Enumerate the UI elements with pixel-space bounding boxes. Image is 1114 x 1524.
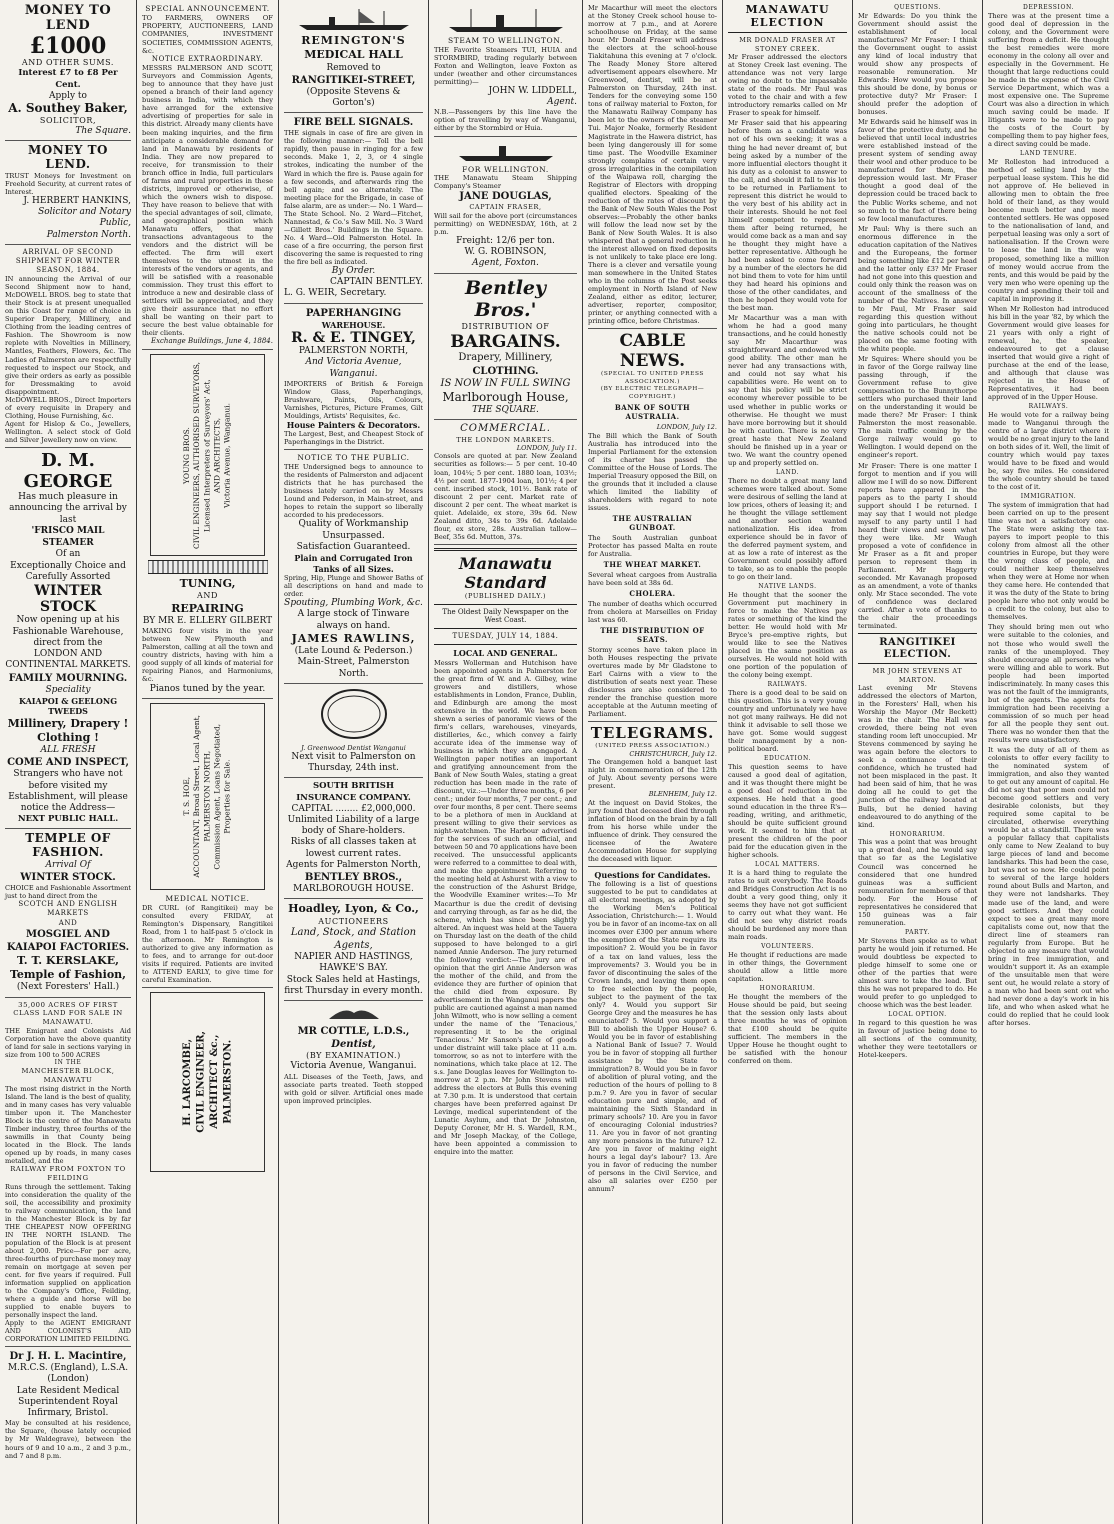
- article-subhead: RAILWAYS.: [1028, 403, 1069, 411]
- ad-repairing: REPAIRING: [171, 601, 244, 615]
- card-text: H. LARCOMBE, CIVIL ENGINEER, ARCHITECT &c., PALMERSTON.: [181, 1030, 233, 1133]
- column-3: [279, 0, 429, 1524]
- ad-freight: Freight: 12/6 per ton.: [456, 235, 555, 246]
- article-subhead: HONORARIUM.: [889, 830, 946, 838]
- ad-headline: PAPERHANGING: [305, 307, 402, 319]
- ad-text: Next visit to Palmerston on Thursday, 24th inst.: [291, 751, 416, 774]
- ad-house: Marlborough House,: [442, 390, 569, 405]
- paperhanging-ad: [284, 307, 423, 451]
- steam-wellington-ad: [434, 7, 577, 137]
- ad-swing: IS NOW IN FULL SWING: [440, 377, 571, 389]
- ad-exam: (BY EXAMINATION.): [306, 1051, 401, 1061]
- ad-place: NAPIER AND HASTINGS, HAWKE'S BAY.: [294, 952, 413, 974]
- article-paragraph: He would vote for a railway being made to Wanganui through the centre of a large district where it would be no great injury to the land on both sides of it. Well, the limit of country which would pay taxes would have to be fixed and would be, say five miles. He considered the whole country should be taxed to the cost of it.: [988, 410, 1109, 492]
- ad-name: MR COTTLE, L.D.S.,: [297, 1026, 410, 1038]
- public-notice-ad: [284, 453, 423, 683]
- article-paragraph: Mr Squires: Where should you be in favor of the Gorge railway line passing through, if the Government refuse to give compensation to the Bunnythorpe settlers who purchased their land on the understanding it would be made there? Mr Fraser: I think Palmerston the most reasonable. The main traffic coming by the Gorge railway would go to Wellington. I would depend on the engineer's report.: [858, 355, 977, 460]
- section-text: The following is a list of questions suggested to be put to candidates at all electoral meetings, as adopted by the Working Men's Political Association, Christchurch:— 1. Would you be in favor of an income-tax on all incomes over £300 per annum where the exemption of the State require its imposition? 2. Would you be in favor of a tax on land values, less the improvements? 3. Would you be in favor of discontinuing the sales of the Crown lands, and leaving them open to free selection by the people, subject to the payment of the tax only? 4. Would you support Sir George Grey and the measures he has enunciated? 5. Would you support a Bill to abolish the Upper House? 6. Would you be in favor of establishing a National Bank of Issue? 7. Would you be in favor of stopping all further assistance by the State to immigration? 8. Would you be in favor of abolition of plural voting, and the reduction of the hours of polling to 8 p.m.? 9. Are you in favor of secular education pure and simple, and of maintaining the Sixth Standard in primary schools? 10. Are you in favor of encouraging Colonial industries? 11. Are you in favor of not granting any more pensions in the future? 12. Are you in favor of making eight hours a legal day's labour? 13. Are you in favor of reducing the number of persons in the Civil Service, and also all salaries over £250 per annum?: [588, 880, 717, 1194]
- special-announcement-ad: [142, 4, 273, 350]
- ad-speciality: Speciality: [45, 684, 91, 695]
- ad-agent: Apply to the AGENT EMIGRANT AND COLONIST'S AID CORPORATION LIMITED FEILDING.: [5, 1319, 131, 1344]
- article-subhead: NATIVE LANDS.: [758, 582, 817, 590]
- article-sub: MR DONALD FRASER AT STONEY CREEK.: [739, 36, 836, 53]
- questions-section: [588, 870, 717, 1197]
- ad-name: D. M. GEORGE: [23, 449, 113, 492]
- steamer-icon: [441, 7, 571, 33]
- ad-railway: RAILWAY FROM FOXTON TO FEILDING: [10, 1164, 126, 1182]
- article-paragraph: The system of immigration that had been carried on up to the present time was not a satisfactory one. The State were asking the tax-payers to import people to this colony from almost all the other countries in Europe, but they were the wrong class of people, and could neither keep themselves when they were at Home nor when they came here. He contended that it was the duty of the State to bring people here who not only would be a credit to the colony, but also to themselves.: [988, 500, 1109, 622]
- ad-text: ALL Diseases of the Teeth, Jaws, and associate parts treated. Teeth stopped with gold or silver. Artificial ones made upon improved principles.: [284, 1072, 423, 1105]
- column-1: [0, 0, 137, 1524]
- ad-headline: 35,000 ACRES OF FIRST CLASS LAND FOR SALE IN MANAWATU.: [13, 1000, 123, 1027]
- fire-bell-notice: [284, 116, 423, 303]
- article-subhead: RAILWAYS.: [767, 681, 808, 689]
- masthead: Manawatu Standard: [458, 553, 553, 592]
- ad-address: NEXT PUBLIC HALL.: [17, 814, 119, 825]
- article-subhead: HONORARIUM.: [759, 985, 816, 993]
- ad-sub: TO FARMERS, OWNERS OF PROPERTY, AUCTIONEERS, LAND COMPANIES, INVESTMENT SOCIETIES, COMMISSION AGENTS, &c.: [142, 13, 273, 55]
- piano-keys-icon: [148, 560, 268, 574]
- ad-come: COME AND INSPECT,: [7, 757, 129, 769]
- ad-title: Dentist,: [331, 1039, 376, 1051]
- ad-name: TEMPLE OF FASHION.: [25, 831, 111, 860]
- ad-house: House Painters & Decorators.: [286, 420, 421, 431]
- article-paragraph: Mr Fraser said that his appearing before them as a candidate was not of his own seeking; it was a thing he had never dreamt of, but being asked by a number of the more influential electors thought it his duty as a colonist to answer to the call, and should it fall to his lot to be returned in Parliament to represent this district he would to the very best of his ability act in their interests. Should he not feel himself competent to represent them after being returned, he would come back as a man and say he thought they might have a better representative. Although he had been asked to come forward by a number of the electors he did not bind them to vote for him until they had heard his opinions and those of the other candidates, and then he hoped they would vote for the best man.: [728, 119, 847, 313]
- larcombe-card: [150, 992, 265, 1172]
- ad-addr: (Next Foresters' Hall.): [16, 982, 120, 993]
- article-paragraph: There was at the present time a good deal of depression in the colony, and the Government were suffering from a deficit. He thought the best remedies were more economy in the colony all over and especially in the Government. He thought that large reductions could be made in the expense of the Civil Service Department, which was a most expensive one. The Supreme Court was also a direction in which much saving could be made. If litigants were to be made to pay the costs of the Court by compelling them to pay higher fees, a direct saving could be made.: [988, 11, 1109, 149]
- dentist-stamp: [284, 687, 423, 741]
- article-paragraph: Last evening Mr Stevens addressed the electors of Marton, in the Foresters' Hall, when his Worship the Mayor (Mr Beckett) was in the chair. The Hall was crowded, there being not even standing room left unoccupied. Mr Stevens commenced by saying he was again before the electors to seek a continuance of their confidence, which he trusted had not been misplaced in the past. It had been said of him, that he was doing all he could to get the junction of the railway located at Bulls, but he denied having endeavoured to do anything of the kind.: [858, 684, 977, 829]
- ad-text: Stock Sales held at Hastings, first Thursday in every month.: [284, 974, 423, 996]
- ad-headline: FOR WELLINGTON.: [462, 164, 549, 174]
- telegrams-section: [588, 725, 717, 866]
- item-text: The Bill which the Bank of South Australia has introduced into the Imperial Parliament for the extension of its charter has passed the Committee of the House of Lords. The Imperial Treasury opposed the Bill, on the grounds that it included a clause which limited the liability of shareholders with regard to note issues.: [588, 431, 717, 512]
- ad-line: Has much pleasure in announcing the arrival by last: [9, 492, 127, 525]
- ad-headline: TUNING,: [179, 577, 236, 591]
- article-paragraph: There no doubt a great many land schemes were talked about. Some were desirous of selling the land at low prices, others of leasing it; and he thought the village settlement and another section wanted nationalization. His idea from experience should be in favor of the deferred payment system, and at as low a rate of interest as the Government could possibly afford to take, so as to enable the people to go on their land.: [728, 476, 847, 581]
- ad-footer: McDOWELL BROS., Direct Importers of every requisite in Drapery and Clothing, House Furnishing, &c.: [5, 395, 131, 420]
- ad-name: Hoadley, Lyon, & Co.,: [288, 902, 419, 916]
- article-paragraph: Mr Macarthur was a man with whom he had a good many transactions, and he could honestly say Mr Macarthur was straightforward and endowed with good ability. The other man he never had any transactions with, and could not say what his capabilities were. He went on to say that his policy will be strict economy wherever possible to be used whether in public works or otherwise. He thought we must have more borrowing but it should be with caution. There is no very great haste that New Zealand should be finished up in a year or two. We want the country opened up and properly settled on.: [728, 314, 847, 467]
- ad-spout: Spouting, Plumbing Work, &c.: [284, 598, 423, 609]
- ad-opp: (Opposite Stevens & Gorton's): [306, 86, 401, 109]
- hoadley-ad: [284, 902, 423, 1001]
- ad-street: RANGITIKEI-STREET,: [291, 74, 416, 86]
- ad-auct: AUCTIONEERS: [318, 916, 389, 926]
- ad-captain: CAPTAIN BENTLEY.: [330, 277, 423, 288]
- ad-subline: AND OTHER SUMS.: [21, 58, 115, 68]
- section-headline: COMMERCIAL.: [460, 423, 551, 435]
- ad-text: THE Favorite Steamers TUI, HUIA and STORMBIRD, trading regularly between Foxton and Wellington, leave Foxton as under (weather and other circumstances permitting)—: [434, 45, 577, 86]
- piano-cut: [142, 560, 273, 574]
- ad-notice: NOTICE EXTRAORDINARY.: [151, 55, 264, 64]
- ad-text: Spring, Hip, Plunge and Shower Baths of all descriptions on hand and made to order.: [284, 573, 423, 599]
- article-paragraph: He thought that the sooner the Government put machinery in force to make the Natives pay rates or something of the kind the better. He would hold with Mr Bryce's pre-emptive rights, but would like to see the Natives placed in the same position as ourselves. He would not hold with one portion of the population of the colony being exempt.: [728, 590, 847, 680]
- item-headline: THE AUSTRALIAN GUNBOAT.: [612, 513, 693, 532]
- ad-line: Strangers who have not before visited my Establishment, will please notice the Address—: [8, 769, 128, 814]
- article-subhead: QUESTIONS.: [894, 4, 941, 11]
- ad-text: Unlimited Liability of a large body of Share-holders.: [287, 814, 420, 837]
- ad-name: W. G. ROBINSON,: [464, 247, 547, 258]
- ad-order: By Order.: [331, 265, 376, 276]
- emblem-icon: [324, 1004, 384, 1022]
- dateline: CHRISTCHURCH, July 12.: [629, 750, 717, 759]
- winter-shipment-ad: [5, 248, 131, 448]
- ad-text: MESSRS PALMERSON AND SCOTT, Surveyors and Commission Agents, beg to announce that they have just opened a branch of their land agency business in India, with which they have arranged for the extensive advertising of properties for sale in this district. Already many clients have been making inquiries, and the firm anticipate a considerable demand for land in Manawatu by residents of India. They are now prepared to receive, for transmission to their branch office in India, full particulars of farms and rural properties in these districts, improved or otherwise, of which the owners wish to dispose. They have reason to believe that with the special advantages of soil, climate, and geographical position which Manawatu offers, that many transactions advantageous to the vendors and the district will be effected. The firm will exert themselves to the utmost in the interests of the vendors or agents, and will be satisfied with a reasonable commission. They trust this effort to introduce a new and desirable class of settlers will be appreciated, and they give their assurance that no effort shall be wanting on their part to secure the best value obtainable for their clients.: [142, 64, 273, 338]
- ad-and: AND: [197, 591, 218, 601]
- item-text: The number of deaths which occurred from cholera at Marseilles on Friday last was 60.: [588, 600, 717, 625]
- ad-line: Of an: [55, 549, 81, 560]
- ship-icon: [289, 7, 419, 31]
- ad-text: CHOICE and Fashionable Assortment just to hand direct from the: [5, 884, 131, 901]
- steamer-cut-2: [434, 140, 577, 162]
- ad-place: Temple of Fashion,: [9, 967, 127, 981]
- ad-nb: N.B.—Passengers by this line have the option of travelling by way of Wanganui, either by the Stormbird or Huia.: [434, 108, 577, 133]
- ad-title: Solicitor and Notary Public,: [38, 207, 131, 229]
- article-sub: MR JOHN STEVENS AT MARTON.: [872, 667, 963, 684]
- commercial-section: [434, 423, 577, 544]
- article-subhead: LAND.: [775, 468, 800, 476]
- ad-iron: Plain and Corrugated Iron Tanks of all Sizes.: [294, 553, 413, 574]
- ad-headline: SOUTH BRITISH INSURANCE COMPANY.: [296, 781, 411, 803]
- ad-agent: Agent for Hislop & Co., Jewellers, Wellington. A select stock of Gold and Silver Jewellery now on view.: [5, 419, 131, 444]
- article-paragraph: It was the duty of all of them as colonists to offer every facility to the nominated system of immigration, and also they wanted to get out any amount of capital. He did not say that poor men could not become good settlers and very desirable colonists, but they required some capital to be circulated, otherwise everything would be at a standstill. There was a popular fallacy that capitalists only came to New Zealand to buy large pieces of land and become landsharks. This had been the case, but was not so now. He could point to several of the large holders round about Bulls and Marton, and they were not landsharks. They made use of the land, and were good settlers. And they could expect to see a great many more capitalists come out, now that the direct line of steamers ran regularly from Europe. But he objected to any measure that would bring in free immigration, and wouldn't support it. As an example of the unsuitable men that were sent out, he would relate a story of a man who had been sent out who had never done a day's work in his life, and who when asked what he could do replied that he could look after horses.: [988, 745, 1109, 1027]
- divider: [858, 633, 977, 634]
- ad-land: Land, Stock, and Station Agents,: [290, 927, 417, 951]
- ad-text: May be consulted at his residence, the Square, (house lately occupied by Mr Waldegrave), between the hours of 9 and 10 a.m., 2 and 3 p.m., and 7 and 8 p.m.: [5, 1419, 131, 1460]
- ad-and: AND: [58, 918, 78, 927]
- masthead-pub: (PUBLISHED DAILY.): [464, 592, 547, 601]
- ad-addr: Main-Street, Palmerston North.: [297, 657, 410, 679]
- ad-warehouse: WAREHOUSE.: [321, 319, 386, 330]
- ad-sat: Satisfaction Guaranteed.: [296, 541, 411, 552]
- section-headline: Questions for Candidates.: [594, 869, 711, 880]
- article-paragraph: Mr Fraser: There is one matter I forgot to mention and if you will allow me I will do so now. Different reports have appeared in the papers as to the party I should support should I be returned. I may say that I would not pledge myself to any party until I had heard their views and seen what they were like. Mr Waugh proposed a vote of confidence in Mr Fraser as a fit and proper person to represent them in Parliament. Mr Haggerty seconded. Mr Kavanagh proposed as an amendment, a vote of thanks only. Mr Stace seconded. The vote of confidence was declared carried. After a vote of thanks to the chair the proceedings terminated.: [858, 461, 977, 631]
- ad-address: The Square.: [75, 125, 131, 136]
- ad-stock: WINTER STOCK: [34, 583, 102, 616]
- ad-text: THE signals in case of fire are given in the following manner:— Toll the bell rapidly, then pause in ringing for a few seconds. Make 1, 2, 3, or 4 single strokes, indicating the number of the Ward in which the fire is. Pause again for a few seconds, and afterwards ring the bell again; and so alternately. The meeting place for the Brigade, in case of false alarm, are as under:— No. 1 Ward—The State School. No. 2 Ward—Fitchet, Nannestad, & Co.'s Saw Mill. No. 3 Ward—Gillett Bros.' Buildings in the Square. No. 4 Ward—Old Palmerston Hotel. In case of a fire occurring, the person first discovering the same is requested to ring the fire bell as indicated.: [284, 129, 423, 266]
- article-paragraph: In regard to this question he was in favour of justice being done to all sections of the community, whether they were teetotallers or Hotel-keepers.: [858, 1018, 977, 1059]
- ad-factories: MOSGIEL AND KAIAPOI FACTORIES.: [6, 928, 130, 953]
- article-paragraph: This question seems to have caused a good deal of agitation, and it was thought there might be a good deal of reduction in the expenses. He held that a good sound education in the three R's—reading, writing, and arithmetic, should be quite sufficient ground work. It seemed to him that at present the children of the poor paid for the education given in the higher schools.: [728, 762, 847, 860]
- column-5: [583, 0, 723, 1524]
- bentley-bargains-ad: [434, 277, 577, 421]
- ad-line: Exceptionally Choice and Carefully Assorted: [10, 560, 126, 582]
- ad-ship: 'FRISCO MAIL STEAMER: [31, 525, 105, 548]
- ad-text: TRUST Moneys for Investment on Freehold Security, at current rates of Interest.: [5, 171, 131, 196]
- ad-text: The Largest, Best, and Cheapest Stock of Paperhangings in the District.: [284, 430, 423, 447]
- ad-fresh: ALL FRESH: [40, 745, 96, 756]
- ad-addr: Victoria Avenue, Wanganui.: [290, 1061, 417, 1072]
- ad-place: PALMERSTON NORTH,: [298, 346, 409, 357]
- article-paragraph: It is a hard thing to regulate the rates to suit everybody. The Roads and Bridges Construction Act is no doubt a very good thing, only it seems they have not got sufficient to carry out what they want. He did not see why district roads should be burdened any more than main roads.: [728, 869, 847, 942]
- article-paragraph: Mr Paul: Why is there such an enormous difference in the education capitation of the Natives and the Europeans, the former being something like £12 per head and the latter only £3? Mr Fraser had not gone into this question and could only think the reason was on account of the smallness of the number of the Natives. In answer to Mr Paul, Mr Fraser said regarding this question without going into particulars, he thought the native schools could not be placed on the same footing with the white people.: [858, 224, 977, 354]
- ad-name: Bentley Bros.': [464, 276, 547, 322]
- ad-mourning: FAMILY MOURNING.: [8, 672, 128, 684]
- item-text: The Orangemen hold a banquet last night in commemoration of the 12th of July. About seventy persons were present.: [588, 758, 717, 791]
- ad-stock: WINTER STOCK.: [20, 872, 116, 884]
- ad-and: And Victoria Avenue, Wanganui.: [305, 357, 402, 379]
- divider: [434, 604, 577, 605]
- article-paragraph: When Mr Rolleston had introduced his bill in the year '82, by which the Government would give leases for 21 years with only a right of renewal, he, the speaker, endeavoured to get a clause inserted that would give a right of purchase at the end of the lease, and although that clause was rejected in the House of Representatives, it had been approved of in the Upper House.: [988, 304, 1109, 402]
- article-headline: RANGITIKEI ELECTION.: [879, 637, 956, 660]
- ad-quality: Quality of Workmanship Unsurpassed.: [298, 519, 409, 541]
- ad-name: R. & E. TINGEY,: [291, 330, 416, 347]
- article-subhead: EDUCATION.: [764, 755, 811, 763]
- young-bros-card: [150, 354, 265, 556]
- cottle-ad: [284, 1004, 423, 1108]
- ad-text: THE Undersigned begs to announce to the residents of Palmerston and adjacent districts that he has purchased the business lately carried on by Messrs Lound and Pederson, in Main-street, and hopes to retain the support so liberally accorded to his predecessors.: [284, 463, 423, 520]
- ad-bargains: BARGAINS.: [450, 331, 561, 352]
- item-headline: CHOLERA.: [629, 589, 676, 599]
- column-7: [853, 0, 983, 1524]
- ad-amount: £1000: [29, 32, 107, 59]
- land-sale-ad: [5, 1001, 131, 1348]
- card-text: T. S. HOE, ACCOUNTANT, Broad Street, Local Agent, PALMERSTON NORTH, Commission Agent, Loans Negotiated, Properties for Sale.: [182, 714, 232, 878]
- section-headline: LOCAL AND GENERAL.: [453, 648, 558, 659]
- ad-headline: ARRIVAL OF SECOND SHIPMENT FOR WINTER SEASON, 1884.: [15, 247, 121, 275]
- ad-text: Will sail for the above port (circumstances permitting) on WEDNESDAY, 16th, at 2 p.m.: [434, 211, 577, 236]
- insurance-ad: [284, 781, 423, 899]
- article-headline: MANAWATU ELECTION: [745, 3, 830, 29]
- ad-text: Runs through the settlement. Taking into consideration the quality of the soil, the accessibility and proximity to railway communication, the land in the Manchester Block is by far THE CHEAPEST NOW OFFERING IN THE NORTH ISLAND. The population of the Block is at present about 2,000. Price—For per acre, three-fourths of purchase money may remain on mortgage at seven per cent. for five years if required. Full information supplied on application to the Company's Office, Feilding, where a guide and horse will be supplied to enable buyers to personally inspect the land.: [5, 1182, 131, 1320]
- ad-square: THE SQUARE.: [472, 405, 539, 416]
- ad-agent: Agent.: [547, 97, 577, 108]
- money-to-lend-ad-2: [5, 144, 131, 245]
- ad-tinware: A large stock of Tinware always on hand.: [297, 609, 410, 631]
- ad-headline: STEAM TO WELLINGTON.: [448, 36, 563, 45]
- article-subhead: PARTY.: [905, 928, 930, 936]
- ad-name: J. HERBERT HANKINS,: [23, 195, 131, 206]
- dateline: BLENHEIM, July 12.: [648, 790, 717, 799]
- ad-capital: CAPITAL ........ £2,000,000.: [291, 803, 416, 814]
- jane-douglas-ad: [434, 140, 577, 274]
- divider: [728, 32, 847, 33]
- ad-bldg: MARLBOROUGH HOUSE.: [293, 884, 414, 895]
- section-text: Messrs Wollerman and Hutchison have been appointed agents in Palmerston for the great firm of W. and A. Gilbey, wine growers and distillers, whose establishments in London, France, Dublin, and Edinburgh are among the most extensive in the world. We have been shewn a series of panoramic views of the firm's cellars, warehouses, vineyards, distilleries, &c., which convey a fairly accurate idea of the immense way of business in which they are engaged. A Wellington paper notifies an important and gratifying announcement from the Bank of New South Wales, stating a great reduction has been made in the rate of discount, viz.:—Under three months, 6 per cent.; under four months, 7 per cent.; and over four months, 8 per cent. There seems to be a plethora of men in Auckland at present willing to give their services as night-watchmen. The Harbour advertised for the services of such an official, and between 50 and 70 applications have been received. The unsuccessful applicants were referred to a committee to deal with, and make the appointment. Referring to the meeting held at Ashurst with a view to the construction of the Ashurst Bridge, the Woodville Examiner writes:—To Mr Macarthur is due the credit of devising and carrying through, as far as he did, the scheme, which has since been slightly altered. An inquest was held at the Tauera on Thursday last on the death of the child supposed to have belonged to a girl named Annie Anderson. The jury returned the following verdict:—The jury are of opinion that the girl Annie Anderson was the mother of the child, and from the evidence they are further of opinion that the child died from exposure. By advertisement in the Wanganui papers the public are cautioned against a man named John Wilmott, who is now selling a cement under the name of the 'Tenacious,' representing it to be the original 'Tenacious.' Mr Sanson's sale of goods under distraint will take place at 11 a.m. tomorrow, so as not to interfere with the nominations, which take place at 12. The s.s. Jane Douglas leaves for Wellington to-morrow at 2 p.m. Mr John Stevens will address the electors at Bulls this evening at 7.30 p.m. It is understood that certain charges have been preferred against Dr Levinge, medical superintendent of the Lunatic Asylum, and that Dr Johnston, Deputy Coroner, Mr H. S. Wardell, R.M., and Mr Joseph Mackay, of the College, have been appointed a commission to enquire into the matter.: [434, 658, 577, 1157]
- article-paragraph: This was a point that was brought up a great deal, and he would say that so far as the Legislative Council was concerned he considered that one hundred guineas was a sufficient remuneration for members of that body. For the House of representatives he considered that 150 guineas was a fair remuneration.: [858, 838, 977, 927]
- issue-date: TUESDAY, JULY 14, 1884.: [452, 632, 559, 641]
- column-4: [429, 0, 583, 1524]
- article-paragraph: Mr Rolleston had introduced a method of selling land by the perpetual lease system. This he did not approve of. He believed in allowing men to obtain the free hold of their land, as they would become much better and more contented settlers. He was opposed to the nationalisation of land, and perpetual leasing was only a sort of nationalisation. If the Crown were to lease the land in the way proposed, something like a million of money would accrue from the rents, and this would be paid by the very men who were opening up the country and spending their toil and capital in improving it.: [988, 158, 1109, 303]
- ad-headline: SPECIAL ANNOUNCEMENT.: [145, 4, 270, 13]
- ad-text: THE Manawatu Steam Shipping Company's Steamer: [434, 174, 577, 191]
- ad-pianos: Pianos tuned by the year.: [149, 683, 266, 694]
- article-paragraph: Mr Edwards said he himself was in favor of the protective duty, and he believed that until local industries were established instead of the present system of sending away their wool and other produce to be manufactured for them, the depression would last. Mr Fraser thought a good deal of the depression could be traced back to the Public Works scheme, and not so much to the fact of there being so few local manufactures.: [858, 118, 977, 223]
- doctor-ad: [5, 1350, 131, 1462]
- ad-late: Late Resident Medical Superintendent Royal Infirmary, Bristol.: [16, 1385, 120, 1419]
- ad-late: (Late Lound & Pederson.): [294, 646, 413, 657]
- article-paragraph: Mr Stevens then spoke as to what party he would join if returned. He would doubtless be expected to pledge himself to some one or other of the parties that were almost sure to take the lead. But this he was not prepared to do. He would prefer to go unpledged to choose which was the best leader.: [858, 936, 977, 1009]
- ad-interest: Interest £7 to £8 Per Cent.: [18, 68, 118, 90]
- ad-captain: CAPTAIN FRASER,: [469, 203, 542, 212]
- tuning-ad: [142, 560, 273, 699]
- ad-arrival: Arrival Of: [45, 860, 91, 871]
- ad-quals: M.R.C.S. (England), L.S.A. (London): [7, 1363, 129, 1385]
- masthead-oldest: The Oldest Daily Newspaper on the West Coast.: [442, 607, 569, 625]
- ad-text: Risks of all classes taken at lowest current rates.: [290, 837, 417, 859]
- ad-owner: T. T. KERSLAKE,: [17, 953, 119, 967]
- ad-sec: L. G. WEIR, Secretary.: [284, 288, 387, 299]
- item-text: The South Australian gunboat Protector has passed Malta en route for Australia.: [588, 533, 717, 558]
- section-text: Mr Macarthur will meet the electors at the Stoney Creek school house to-morrow at 7 p.m., and at Aorere schoolhouse on Friday, at the same hour. Mr Donald Fraser will address the electors at the school-house Tiakitahuna this evening at 7 o'clock. The Ready Money Store altered advertisement appears elsewhere. Mr Greenwood, dentist, will be at Palmerston on Thursday, 24th inst. Tenders for the conveying some 150 tons of railway material to Foxton, for the Manawatu Railway Company has been let to the owners of the steamer Tui. Major Noake, formerly Resident Magistrate in the Hawera district, has been lying dangerously ill for some time past. The Woodville Examiner strongly complains of certain very gross irregularities in the compilation of the Waipawa roll, charging the Registrar of Electors with dropping qualified electors. Speaking of the reduction of the rates of discount by the Bank of New South Wales the Post observes:—Probably the other banks will follow the lead now set by the Bank of New South Wales. It is also whispered that a general reduction in the interest allowed on fixed deposits is not unlikely to take place ere long. There is a clever and versatile young man somewhere in the United States who in the columns of the Post seeks employment in North Island of New Zealand, either as editor, lecturer, advertiser, reporter, compositor, printer, or anything connected with a printing office, before Christmas.: [588, 4, 717, 326]
- steamer-cut: [434, 7, 577, 33]
- ad-name: A. Southey Baker,: [8, 100, 128, 115]
- item-text: Stormy scenes have taken place in both Houses respecting the private overtures made by Mr Gladstone to Earl Cairns with a view to the distribution of seats next year. These disclosures are also considered to render the franchise question more acceptable at the Autumn meeting of Parliament.: [588, 646, 717, 719]
- ad-name: REMINGTON'S: [301, 34, 406, 47]
- local-news-continued: [588, 4, 717, 329]
- medical-notice-ad: [142, 894, 273, 988]
- hoe-card: [150, 703, 265, 890]
- ad-agents: Agents for Palmerston North,: [286, 859, 421, 870]
- card-text: YOUNG BROS. CIVIL ENGINEERS, AUTHORISED SURVEYORS, Licensed Interpreters of Surveyors' Act, AND ARCHITECTS, Victoria Avenue, Wanganui.: [182, 361, 232, 549]
- ad-clothing: CLOTHING.: [472, 365, 539, 377]
- column-8: [983, 0, 1114, 1524]
- article-subhead: VOLUNTEERS.: [761, 943, 814, 951]
- ad-headline: MONEY TO LEND: [24, 3, 112, 33]
- ad-title: SOLICITOR,: [39, 115, 97, 125]
- stamp-text: J. Greenwood Dentist Wanganui: [301, 743, 406, 752]
- divider: [434, 628, 577, 629]
- standard-masthead-block: [434, 548, 577, 1157]
- cable-news-section: [588, 332, 717, 722]
- article-paragraph: They should bring men out who were suitable to the colonies, and not those who would swell the ranks of the unemployed. They should encourage all persons who were willing and able to work. But people had been imported indiscriminately. In many cases this was not the fault of the immigrants, but of the agents. The agents for immigration had been receiving a commission of so much per head for all the people they sent out. There was no wonder then that the results were unsatisfactory.: [988, 623, 1109, 744]
- horse-cut: [284, 1004, 423, 1022]
- ad-millinery: Millinery, Drapery ! Clothing !: [7, 716, 129, 744]
- ad-block: MANCHESTER BLOCK, MANAWATU: [21, 1066, 115, 1084]
- ad-tweeds: KAIAPOI & GEELONG TWEEDS: [18, 695, 118, 717]
- ad-by: BY MR E. ELLERY GILBERT: [142, 616, 273, 627]
- steamer-icon: [451, 140, 561, 162]
- section-sub: (BY ELECTRIC TELEGRAPH—COPYRIGHT.): [600, 386, 705, 400]
- remington-ad: [284, 7, 423, 113]
- ship-cut: [284, 7, 423, 31]
- section-sub: THE LONDON MARKETS.: [456, 435, 555, 444]
- column-6: [723, 0, 853, 1524]
- ad-address: Palmerston North.: [46, 229, 131, 240]
- ad-line: Now opening up at his Fashionable Warehouse, direct from the: [12, 615, 124, 648]
- divider: [434, 644, 577, 645]
- george-ad: [5, 451, 131, 830]
- ad-headline: MEDICAL NOTICE.: [165, 893, 250, 903]
- temple-of-fashion-ad: [5, 832, 131, 997]
- ad-markets: SCOTCH AND ENGLISH MARKETS: [18, 900, 118, 918]
- ad-name: JAMES RAWLINS,: [291, 631, 416, 645]
- ad-headline: FIRE BELL SIGNALS.: [293, 117, 414, 129]
- section-headline: TELEGRAMS.: [590, 724, 715, 743]
- ad-address: Exchange Buildings, June 4, 1884.: [150, 337, 273, 346]
- ad-headline: NOTICE TO THE PUBLIC.: [297, 453, 410, 463]
- ad-markets: LONDON AND CONTINENTAL MARKETS.: [5, 649, 131, 671]
- divider: [858, 663, 977, 664]
- article-paragraph: Mr Edwards: Do you think the Government should assist the establishment of local manufactures? Mr Fraser: I think the Government ought to assist any kind of local industry that would show any prospects of reasonable remuneration. Mr Edwards: How would you propose this should be done, by bonus or protective duty? Mr Fraser: I should prefer the adoption of bonuses.: [858, 11, 977, 117]
- dateline: LONDON, July 12.: [656, 423, 717, 432]
- ad-apply: Apply to: [49, 90, 87, 101]
- ad-bentley: BENTLEY BROS.,: [304, 872, 403, 884]
- ad-text: The most rising district in the North Island. The land is the best of quality, and in many cases has very valuable timber upon it. The Manchester Block is the centre of the Manawatu Timber industry, three fourths of the sawmills in that County being located in the Block. The lands opened up by roads, in many cases metalled, and the: [5, 1084, 131, 1165]
- article-subhead: IMMIGRATION.: [1020, 493, 1077, 501]
- ad-hall: MEDICAL HALL: [304, 48, 403, 62]
- ad-headline: MONEY TO LEND.: [28, 143, 108, 172]
- ad-text: IN announcing the Arrival of our Second Shipment now to hand, McDOWELL BROS. beg to state that their Stock is at present unequalled on this Coast for range of choice in Superior Drapery, Millinery, and Clothing from the leading centres of Fashion. The Showroom is now replete with Novelties in Millinery, Mantles, Feathers, Flowers, &c. The Ladies of Palmerston are respectfully requested to inspect our Stock, and give their orders as early as possible for Dressmaking to avoid disappointment.: [5, 275, 131, 396]
- article-paragraph: He thought if reductions are made in other things, the Government should allow a little more capitation.: [728, 951, 847, 984]
- item-headline: THE WHEAT MARKET.: [603, 560, 702, 569]
- oval-stamp-icon: [319, 687, 389, 741]
- section-sub: (SPECIAL TO UNITED PRESS ASSOCIATION.): [600, 371, 704, 385]
- ad-ship: JANE DOUGLAS,: [459, 191, 552, 203]
- section-sub: (UNITED PRESS ASSOCIATION.): [595, 742, 710, 749]
- item-text: At the inquest on David Stokes, the jury found that deceased died through inflation of blood on the brain by a fall from his horse while under the influence of drink. They censured the licensee of the Awatere Accommodation House for supplying the deceased with liquor.: [588, 798, 717, 863]
- money-to-lend-ad: [5, 4, 131, 141]
- article-paragraph: Mr Fraser addressed the electors at Stoney Creek last evening. The attendance was not very large owing no doubt to the impassable state of the roads. Mr Paul was voted to the chair and with a few introductory remarks called on Mr Fraser to speak for himself.: [728, 53, 847, 118]
- item-text: Several wheat cargoes from Australia have been sold at 38s 6d.: [588, 571, 717, 588]
- ad-agent: Agent, Foxton.: [472, 258, 539, 269]
- item-headline: BANK OF SOUTH AUSTRALIA.: [614, 403, 691, 422]
- ad-text: DR CURL (of Rangitikei) may be consulted every FRIDAY, at Remington's Dispensary, Rangitikei Road, from 1 to half-past 5 o'clock in the afternoon. Mr Remington is authorized to give any information as to fees, and to arrange for out-door visits if required. Patients are invited to ATTEND EARLY, to give time for careful Examination.: [142, 903, 273, 984]
- ad-text: MAKING four visits in the year between New Plymouth and Palmerston, calling at all the town and country districts, having with him a good supply of all kinds of material for repairing Pianos, and Harmoniums, &c.: [142, 627, 273, 684]
- ad-name: Dr J. H. L. Macintire,: [9, 1351, 127, 1363]
- dateline: LONDON, July 11.: [516, 444, 577, 453]
- ad-name: JOHN W. LIDDELL,: [488, 85, 577, 96]
- section-headline: CABLE NEWS.: [619, 331, 686, 371]
- article-subhead: LOCAL OPTION.: [888, 1010, 947, 1018]
- article-subhead: LAND TENURE.: [1020, 150, 1077, 158]
- ad-in: IN THE: [54, 1059, 82, 1067]
- ad-lines: Drapery, Millinery,: [458, 352, 553, 364]
- column-2: [137, 0, 279, 1524]
- ad-text: IMPORTERS of British & Foreign Window Glass, Paperhangings, Brushware, Paints, Oils, Colours, Varnishes, Pictures, Picture Frames, Gilt Mouldings, Artists' Requisites, &c.: [284, 379, 423, 420]
- item-headline: THE DISTRIBUTION OF SEATS.: [600, 626, 705, 645]
- ad-dist: DISTRIBUTION OF: [461, 322, 550, 332]
- ad-removed: Removed to: [326, 62, 381, 73]
- article-subhead: DEPRESSION.: [1023, 4, 1074, 11]
- divider: [434, 548, 577, 551]
- section-text: Consols are quoted at par. New Zealand securities as follows:— 5 per cent. 10-40 loan, 104¼; 5 per cent. 1880 loan, 103½; 4½ per cent. 1877-1904 loan, 101½; 4 per cent. inscribed stock, 101½. Bank rate of discount 2 per cent. Market rate of discount 2 per cent. The wheat market is quiet. Adelaide, ex store, 39s 6d. New Zealand ditto, 34s to 39s 6d. Adelaide flour, ex store, 28s. Australian tallow—Beef, 35s 6d. Mutton, 37s.: [434, 452, 577, 541]
- article-subhead: LOCAL MATTERS.: [754, 861, 821, 869]
- article-paragraph: He thought the members of the House should be paid, but seeing that the session only lasts about three months he was of opinion that £100 should be quite sufficient. The members in the Upper House he thought ought to be satisfied with the honour conferred on them.: [728, 993, 847, 1066]
- ad-text: THE Emigrant and Colonists Aid Corporation have the above quantity of land for sale in sections varying in size from 100 to 500 ACRES: [5, 1026, 131, 1060]
- greenwood-ad: [284, 687, 423, 779]
- article-paragraph: There is a good deal to be said on this question. This is a very young country and unfortunately we have not got many railways. He did not think it advisable to sell those we have got. Some would suggest their management by a non-political board.: [728, 688, 847, 754]
